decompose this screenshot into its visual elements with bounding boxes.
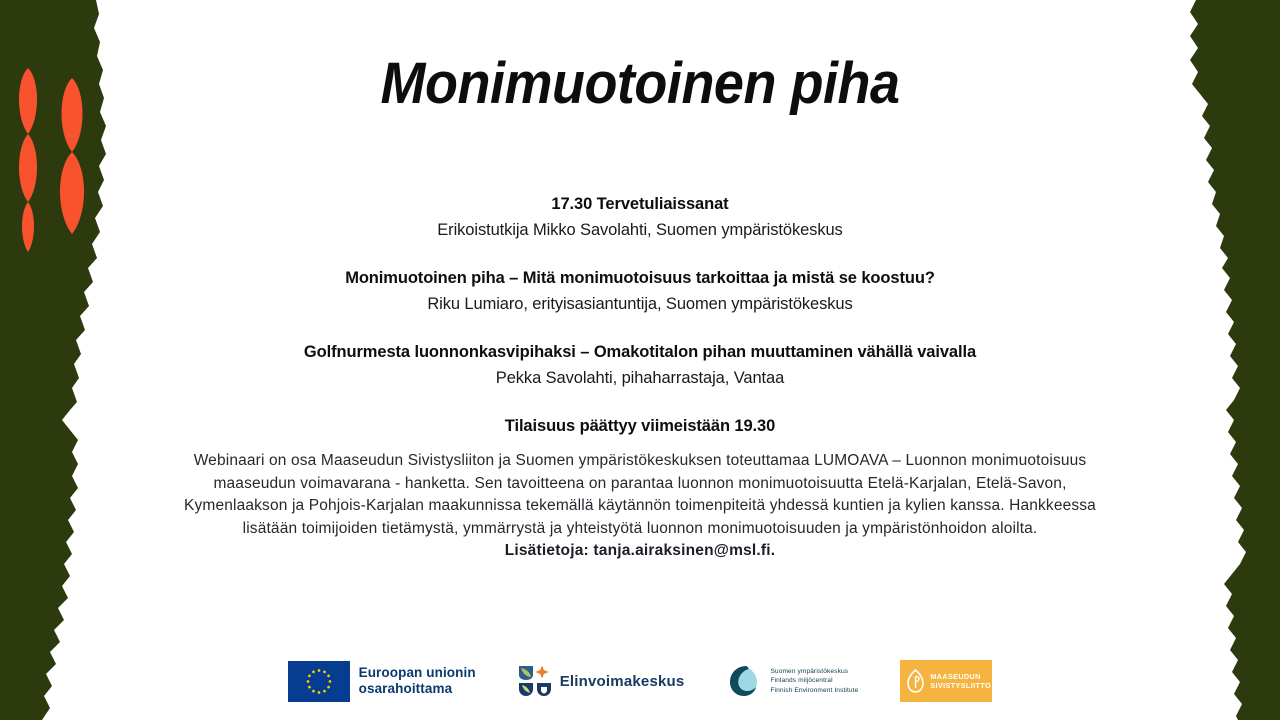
msl-logo-text-line2: SIVISTYSLIITTO xyxy=(930,681,991,690)
syke-logo-text xyxy=(770,667,858,695)
syke-logo-text-line1: Suomen ympäristökeskus xyxy=(770,668,849,676)
left-green-shape xyxy=(0,0,106,720)
program-item-subtitle: Riku Lumiaro, erityisasiantuntija, Suomen ympäristökeskus xyxy=(427,294,853,313)
program-item xyxy=(130,192,1150,243)
orange-leaf-shapes xyxy=(19,68,84,252)
program-item-heading: Tilaisuus päättyy viimeistään 19.30 xyxy=(504,417,776,436)
right-green-shape xyxy=(1190,0,1280,720)
eu-logo-text xyxy=(359,665,476,697)
page-title: Monimuotoinen piha xyxy=(380,51,900,116)
logo-syke xyxy=(726,663,858,699)
logo-bar xyxy=(130,660,1150,702)
slide-content xyxy=(130,0,1150,720)
logo-elinvoimakeskus xyxy=(518,665,685,697)
eu-logo-text-line2: osarahoittama xyxy=(358,681,453,696)
syke-mark-icon xyxy=(726,663,762,699)
msl-logo-text xyxy=(930,672,991,691)
program-list xyxy=(130,192,1150,440)
program-item-heading: Monimuotoinen piha – Mitä monimuotoisuus tarkoittaa ja mistä se koostuu? xyxy=(345,269,935,288)
program-item-heading: Golfnurmesta luonnonkasvipihaksi – Omakotitalon pihan muuttaminen vähällä vaivalla xyxy=(303,343,977,362)
elinvoimakeskus-logo-text: Elinvoimakeskus xyxy=(559,672,685,690)
msl-logo-box xyxy=(900,660,992,702)
contact-line: Lisätietoja: tanja.airaksinen@msl.fi. xyxy=(504,542,776,560)
program-item xyxy=(130,414,1150,440)
description-body: Webinaari on osa Maaseudun Sivistysliiton ja Suomen ympäristökeskuksen toteuttamaa LUMOAVA – Luonnon monimuotoisuus maaseudun voimavarana - hanketta. Sen tavoitteena on parantaa luonnon monimuotoisuutta Etelä-Karjalan, Etelä-Savon, Kymenlaakson ja Pohjois-Karjalan maakunnissa tekemällä käytännön toimenpiteitä yhdessä kuntien ja kylien kanssa. Hankkeessa lisätään toimijoiden tietämystä, ymmärrystä ja yhteistyötä luonnon monimuotoisuuden ja ympäristönhoidon aloilta. xyxy=(184,452,1096,537)
program-item xyxy=(130,266,1150,317)
logo-maaseudun-sivistysliitto xyxy=(900,660,992,702)
program-item-heading: 17.30 Tervetuliaissanat xyxy=(551,195,729,213)
description-block xyxy=(170,450,1110,563)
program-item-subtitle: Erikoistutkija Mikko Savolahti, Suomen ympäristökeskus xyxy=(437,220,843,239)
syke-logo-text-line3: Finnish Environment Institute xyxy=(770,686,859,694)
msl-mark-icon xyxy=(907,669,924,693)
eu-logo-text-line1: Euroopan unionin xyxy=(358,665,476,680)
eu-flag-icon xyxy=(288,661,350,702)
left-decorative-edge xyxy=(0,0,140,720)
logo-european-union xyxy=(288,661,476,702)
program-item-subtitle: Pekka Savolahti, pihaharrastaja, Vantaa xyxy=(495,368,785,387)
elinvoimakeskus-mark-icon xyxy=(518,665,552,697)
right-decorative-edge xyxy=(1140,0,1280,720)
program-item xyxy=(130,340,1150,391)
syke-logo-text-line2: Finlands miljöcentral xyxy=(770,677,833,685)
msl-logo-text-line1: MAASEUDUN xyxy=(930,671,981,681)
